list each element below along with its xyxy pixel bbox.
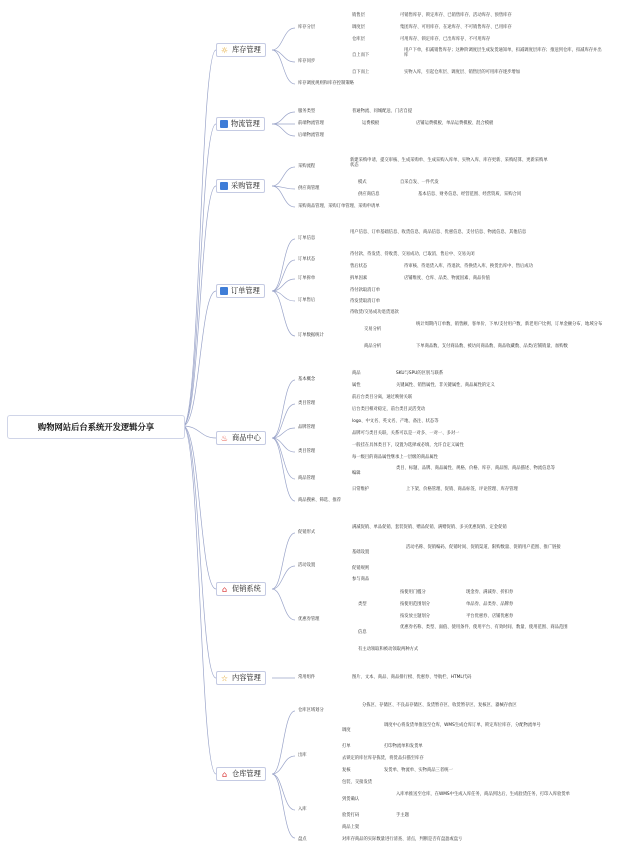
node: 按发放主题划分 xyxy=(400,614,431,619)
node-desc: 店铺维度、仓库、品类、物流因素、商品价值 xyxy=(404,276,490,281)
node: 参与商品 xyxy=(352,577,370,582)
star-icon: ☆ xyxy=(220,673,229,683)
node-desc: 品牌可与类目关联，关系可以是一对多、一对一、多对一 xyxy=(352,431,460,436)
node: 促销形式 xyxy=(298,530,316,535)
node: 自下而上 xyxy=(352,70,370,75)
node: 交易分析 xyxy=(364,327,382,332)
node: 采购流程 xyxy=(298,164,316,169)
node: 售后状态 xyxy=(350,264,368,269)
node: 商品上架 xyxy=(342,825,360,830)
blue-flag-icon xyxy=(220,182,228,190)
node: 待收货/交易成功退货退款 xyxy=(350,310,399,315)
node-desc: 实物入库，引起仓库层、调度层、销售层的可用库存逐步增加 xyxy=(404,70,521,75)
node: 入库 xyxy=(298,807,307,812)
node: 供应商信息 xyxy=(358,192,380,197)
node: 库存调度规则和库存控制策略 xyxy=(298,81,354,86)
section-orders[interactable]: 订单管理 xyxy=(216,284,265,298)
node-desc: 优惠券名称、类型、面值、使用条件、使用平台、有效时间、数量、使用范围、商品范围 xyxy=(400,625,568,630)
node: 模式 xyxy=(358,180,367,185)
section-warehouse[interactable]: ⌂ 仓库管理 xyxy=(216,767,266,781)
node-desc: 图片、文本、商品、商品排行榜、优惠券、导航栏、HTML代码 xyxy=(352,675,472,680)
root-topic: 购物网站后台系统开发逻辑分享 xyxy=(7,415,185,439)
node: 盘点 xyxy=(298,837,307,842)
node-desc: 对库存商品的实际数量进行清查、清点，判断是否有盘盈或盘亏 xyxy=(342,837,463,842)
node-desc: 活动名称、促销编码、促销时间、促销渠道、限购数量、促销用户范围、推广链接 xyxy=(406,545,561,550)
node-desc: 类目、标题、品牌、商品属性、规格、价格、库存、商品图、商品描述、物流信息等 xyxy=(396,466,555,471)
node: 促销规则 xyxy=(352,566,370,571)
node: 常用组件 xyxy=(298,675,316,680)
node-desc: 基本信息、财务信息、经营范围、经营资质、采购合同 xyxy=(418,192,522,197)
node-desc: 集团库存、可用库存、在途库存、不可销售库存、已用库存 xyxy=(400,25,512,30)
node: 库存同步 xyxy=(298,59,316,64)
node-desc: 一般挂在具体类目下，设置为选择或必填，允许自定义属性 xyxy=(352,443,464,448)
node-desc: 手主题 xyxy=(396,813,409,818)
node: 属性 xyxy=(352,383,361,388)
node: 日常维护 xyxy=(352,487,370,492)
node: 前端物流管理 xyxy=(298,121,324,126)
section-products[interactable]: ♨ 商品中心 xyxy=(216,431,266,445)
node: 仓库层 xyxy=(352,37,365,42)
node: 供应商管理 xyxy=(298,186,320,191)
node-desc: 单品券、品类券、品牌券 xyxy=(466,602,514,607)
house-icon: ⌂ xyxy=(221,584,228,594)
node: 销售层 xyxy=(352,13,365,18)
node: 品牌管理 xyxy=(298,425,316,430)
node-desc: 用户下单，扣减销售库存；这种阶调度层生成发货通知单，扣减调度层库存；推送到仓库，扣减库存并出库 xyxy=(404,48,602,59)
node: 拆单因素 xyxy=(350,276,368,281)
node: 订单数据统计 xyxy=(298,333,324,338)
node-desc: 调度中心将发货单推送至仓库，WMS生成仓库订单，锁定库位库存、分配物流单号 xyxy=(384,723,541,728)
node-desc: 新建采购申请、提交审核、生成采购单、生成采购入库单、实物入库、库存更新、采购结算、更新采购单状态 xyxy=(350,158,548,169)
node: 待发货取消订单 xyxy=(350,299,381,304)
node: 商品分析 xyxy=(364,344,382,349)
section-purchasing[interactable]: 采购管理 xyxy=(216,179,265,193)
node-desc: 店铺运费模板、单品运费模板、混合模板 xyxy=(416,121,494,126)
node: 运费模板 xyxy=(362,121,380,126)
section-logistics[interactable]: 物流管理 xyxy=(216,117,265,131)
node: 后端物流管理 xyxy=(298,133,324,138)
node: 验货打码 xyxy=(342,813,360,818)
node: 订单信息 xyxy=(298,236,316,241)
node: 出库 xyxy=(298,753,307,758)
house-icon: ⌂ xyxy=(221,769,228,779)
node-desc: logo、中文名、英文名、产地、备注、状态等 xyxy=(352,419,439,424)
section-content[interactable]: ☆ 内容管理 xyxy=(216,671,266,685)
blue-flag-icon xyxy=(220,120,228,128)
node-desc: 自采自发、一件代发 xyxy=(400,180,439,185)
node-desc: 满减促销、单品促销、套装促销、赠品促销、满赠促销、多买优惠促销、定金促销 xyxy=(352,525,507,530)
node: 基本概念 xyxy=(298,377,316,382)
node-desc: 普通物流、同城配送、门店自提 xyxy=(352,109,413,114)
node-desc: SKU与SPU的区别与联系 xyxy=(396,371,444,376)
node: 订单状态 xyxy=(298,257,316,262)
node: 优惠券管理 xyxy=(298,617,320,622)
node-desc: 入库单推送至仓库，在WMS中生成入库任务，商品到达后，生成验货任务，打印入库验货单 xyxy=(396,792,570,797)
section-promotion[interactable]: ⌂ 促销系统 xyxy=(216,582,266,596)
node: 订单拆单 xyxy=(298,276,316,281)
node: 订单售后 xyxy=(298,298,316,303)
node: 去锁定的库位库存拣货，将货品扫描至库存 xyxy=(342,756,424,761)
node: 按使用门槛分 xyxy=(400,590,426,595)
node-desc: 每一级目的商品属性继承上一层级的商品属性 xyxy=(352,455,438,460)
section-inventory[interactable]: ☼ 库存管理 xyxy=(216,43,266,57)
node: 商品搜索、筛选、推荐 xyxy=(298,498,341,503)
node: 库存分层 xyxy=(298,25,316,30)
node: 复核 xyxy=(342,768,351,773)
node: 调度 xyxy=(342,728,351,733)
node: 类目管理 xyxy=(298,449,316,454)
node: 打单 xyxy=(342,744,351,749)
node-desc: 平台优惠券、店铺优惠券 xyxy=(466,614,514,619)
node: 采购商品管理、采购订单管理、采购申请单 xyxy=(298,204,380,209)
node-desc: 待审核、待退货入库、待退款、待换货入库、换货出库中、售后成功 xyxy=(404,264,533,269)
node: 待付款取消订单 xyxy=(350,288,381,293)
node: 服务类型 xyxy=(298,109,316,114)
node-desc: 可用库存、锁定库存、已出库库存、不可用库存 xyxy=(400,37,491,42)
node-desc: 关键属性、销售属性、非关键属性、商品属性的定义 xyxy=(396,383,495,388)
node-desc: 下单商品数、支付商品数、被访问商品数、商品收藏数、品类/店铺销量、加购数 xyxy=(416,344,568,349)
node-desc: 后台类目相对稳定，前台类目灵活变动 xyxy=(352,407,426,412)
node: 商品 xyxy=(352,371,361,376)
node: 有主动领取和被动领取两种方式 xyxy=(358,647,419,652)
node: 到货确认 xyxy=(342,797,360,802)
node-desc: 发货单、物流单、实物商品三者统一 xyxy=(384,768,453,773)
node: 仓库区域划分 xyxy=(298,708,324,713)
fire-icon: ♨ xyxy=(220,433,229,443)
node-desc: 现金券、满减券、折扣券 xyxy=(466,590,514,595)
node-desc: 用户信息、订单基础信息、收货信息、商品信息、优惠信息、支付信息、物流信息、其他信息 xyxy=(350,230,527,235)
node-desc: 分拣区、存储区、不良品存储区、发货暂存区、收货暂存区、复核区、器械存放区 xyxy=(362,703,517,708)
node: 信息 xyxy=(358,630,367,635)
node: 基础设置 xyxy=(352,550,370,555)
node: 按使用范围划分 xyxy=(400,602,431,607)
node-desc: 上下架、价格管理、促销、商品标签、评论管理、库存管理 xyxy=(406,487,518,492)
node: 编辑 xyxy=(352,471,361,476)
gear-icon: ☼ xyxy=(220,45,229,55)
node: 包装、交接发货 xyxy=(342,780,373,785)
node-desc: 前后台类目分离，通过映射关联 xyxy=(352,395,413,400)
node: 类目管理 xyxy=(298,401,316,406)
blue-flag-icon xyxy=(220,287,228,295)
node: 自上而下 xyxy=(352,53,370,58)
node-desc: 统计周期内订单数、销售额、客单价、下单/支付用户数、新老用户比例、订单金额分布、地域分布 xyxy=(416,322,603,327)
node: 活动设置 xyxy=(298,563,316,568)
node: 商品管理 xyxy=(298,476,316,481)
node: 类型 xyxy=(358,602,367,607)
node-desc: 打印物流单和发货单 xyxy=(384,744,423,749)
node: 调度层 xyxy=(352,25,365,30)
node-desc: 待付款、待发货、待收货、交易成功、已取消、售后中、交易关闭 xyxy=(350,252,475,257)
node-desc: 可销售库存、锁定库存、已销售库存、活动库存、预售库存 xyxy=(400,13,512,18)
